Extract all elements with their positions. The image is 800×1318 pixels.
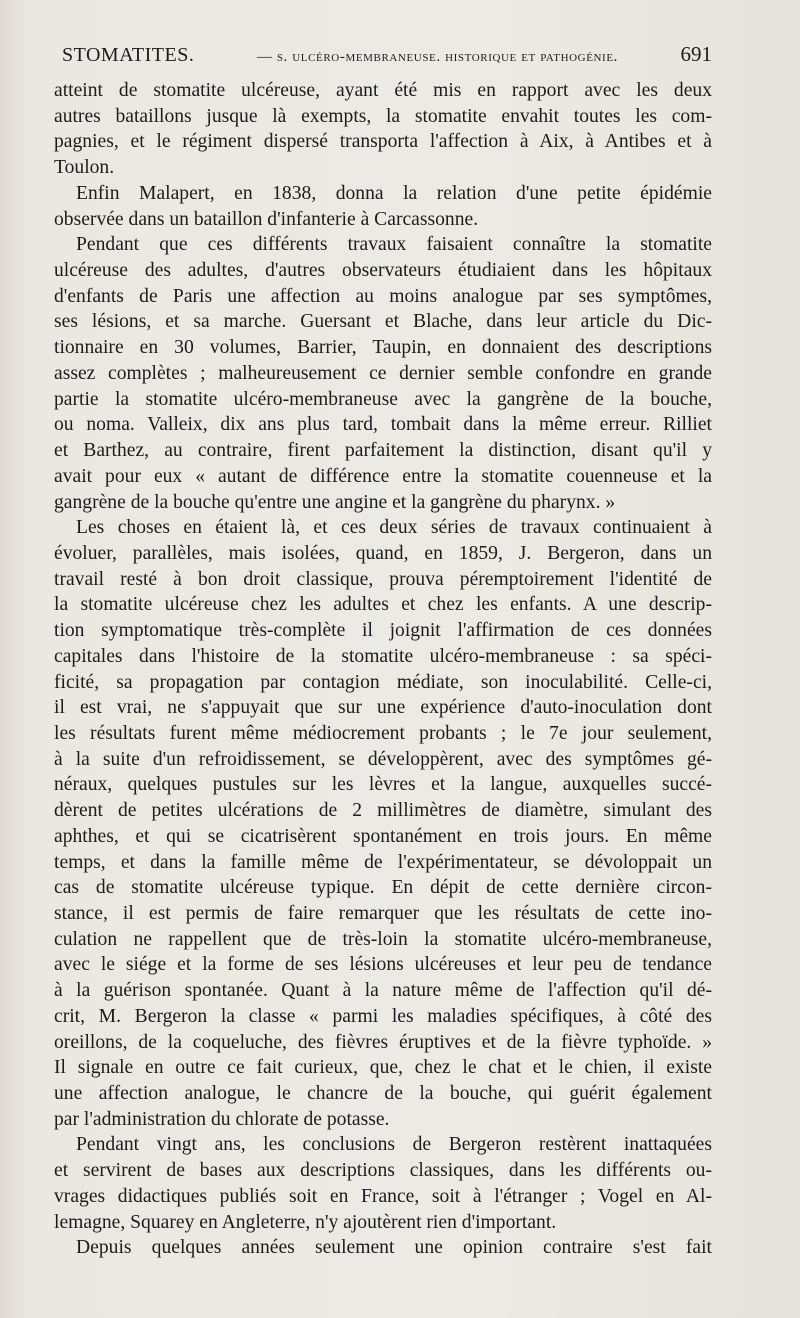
text-line: Toulon. [54, 157, 115, 179]
text-line: à la suite d'un refroidissement, se développèrent, avec des symptômes gé- [54, 748, 712, 770]
text-line: évoluer, parallèles, mais isolées, quand, en 1859, J. Bergeron, dans un [54, 542, 712, 564]
text-line: stance, il est permis de faire remarquer que les résultats de cette ino- [54, 903, 712, 924]
body-text [54, 78, 712, 1261]
text-line: ficité, sa propagation par contagion médiate, son inoculabilité. Celle-ci, [54, 671, 712, 693]
text-line: autres bataillons jusque là exempts, la stomatite envahit toutes les com- [54, 105, 712, 127]
text-line: lemagne, Squarey en Angleterre, n'y ajoutèrent rien d'important. [54, 1211, 557, 1233]
text-line: travail resté à bon droit classique, prouva péremptoirement l'identité de [54, 568, 712, 590]
page-number: 691 [680, 42, 712, 66]
text-line: vrages didactiques publiés soit en France, soit à l'étranger ; Vogel en Al- [54, 1185, 712, 1207]
text-line: cas de stomatite ulcéreuse typique. En dépit de cette dernière circon- [54, 877, 712, 899]
text-line: ses lésions, et sa marche. Guersant et Blache, dans leur article du Dic- [54, 311, 712, 333]
text-line: d'enfants de Paris une affection au moins analogue par ses symptômes, [54, 285, 712, 307]
text-line: Les choses en étaient là, et ces deux séries de travaux continuaient à [76, 517, 712, 539]
text-line: gangrène de la bouche qu'entre une angine et la gangrène du pharynx. » [54, 491, 616, 513]
text-line: Pendant que ces différents travaux faisaient connaître la stomatite [76, 234, 712, 256]
text-line: aphthes, et qui se cicatrisèrent spontanément en trois jours. En même [54, 825, 712, 847]
text-line: Il signale en outre ce fait curieux, que, chez le chat et le chien, il existe [54, 1057, 712, 1079]
text-line: Pendant vingt ans, les conclusions de Bergeron restèrent inattaquées [76, 1134, 712, 1156]
header-subtitle: — s. ulcéro-membraneuse. historique et pathogénie. [256, 49, 618, 65]
text-line: avec le siége et la forme de ses lésions ulcéreuses et leur peu de tendance [54, 954, 712, 976]
text-line: observée dans un bataillon d'infanterie à Carcassonne. [54, 208, 479, 230]
text-line: la stomatite ulcéreuse chez les adultes et chez les enfants. A une descrip- [54, 594, 712, 616]
text-line: ulcéreuse des adultes, d'autres observateurs étudiaient dans les hôpitaux [54, 260, 712, 282]
text-line: une affection analogue, le chancre de la bouche, qui guérit également [54, 1083, 712, 1105]
text-line: ou noma. Valleix, dix ans plus tard, tombait dans la même erreur. Rilliet [54, 414, 712, 436]
text-line: crit, M. Bergeron la classe « parmi les maladies spécifiques, à côté des [54, 1005, 712, 1027]
text-line: Enfin Malapert, en 1838, donna la relation d'une petite épidémie [76, 182, 712, 204]
text-line: culation ne rappellent que de très-loin la stomatite ulcéro-membraneuse, [54, 928, 712, 950]
header-title: STOMATITES. [62, 44, 195, 66]
text-line: capitales dans l'histoire de la stomatite ulcéro-membraneuse : sa spéci- [54, 645, 712, 667]
text-line: et servirent de bases aux descriptions classiques, dans les différents ou- [54, 1160, 712, 1182]
text-line: néraux, quelques pustules sur les lèvres et la langue, auxquelles succé- [54, 774, 712, 796]
text-line: il est vrai, ne s'appuyait que sur une expérience d'auto-inoculation dont [54, 697, 712, 719]
text-line: partie la stomatite ulcéro-membraneuse avec la gangrène de la bouche, [54, 388, 712, 410]
text-line: oreillons, de la coqueluche, des fièvres éruptives et de la fièvre typhoïde. » [54, 1031, 712, 1053]
text-line: atteint de stomatite ulcéreuse, ayant été mis en rapport avec les deux [54, 80, 712, 101]
text-line: à la guérison spontanée. Quant à la nature même de l'affection qu'il dé- [54, 980, 712, 1002]
text-line: les résultats furent même médiocrement probants ; le 7e jour seulement, [54, 722, 712, 744]
text-line: par l'administration du chlorate de potasse. [54, 1108, 390, 1130]
text-line: pagnies, et le régiment dispersé transporta l'affection à Aix, à Antibes et à [54, 131, 712, 153]
text-line: et Barthez, au contraire, firent parfaitement la distinction, disant qu'il y [54, 440, 712, 462]
text-line: avait pour eux « autant de différence entre la stomatite couenneuse et la [54, 465, 712, 487]
text-line: dèrent de petites ulcérations de 2 millimètres de diamètre, simulant des [54, 800, 712, 822]
text-line: Depuis quelques années seulement une opinion contraire s'est fait [76, 1237, 712, 1259]
text-line: tionnaire en 30 volumes, Barrier, Taupin, en donnaient des descriptions [54, 337, 712, 359]
text-line: assez complètes ; malheureusement ce dernier semble confondre en grande [54, 362, 712, 384]
text-line: temps, et dans la famille même de l'expérimentateur, se dévoloppait un [54, 851, 712, 873]
running-header [62, 42, 712, 67]
text-line: tion symptomatique très-complète il joignit l'affirmation de ces données [54, 620, 712, 642]
